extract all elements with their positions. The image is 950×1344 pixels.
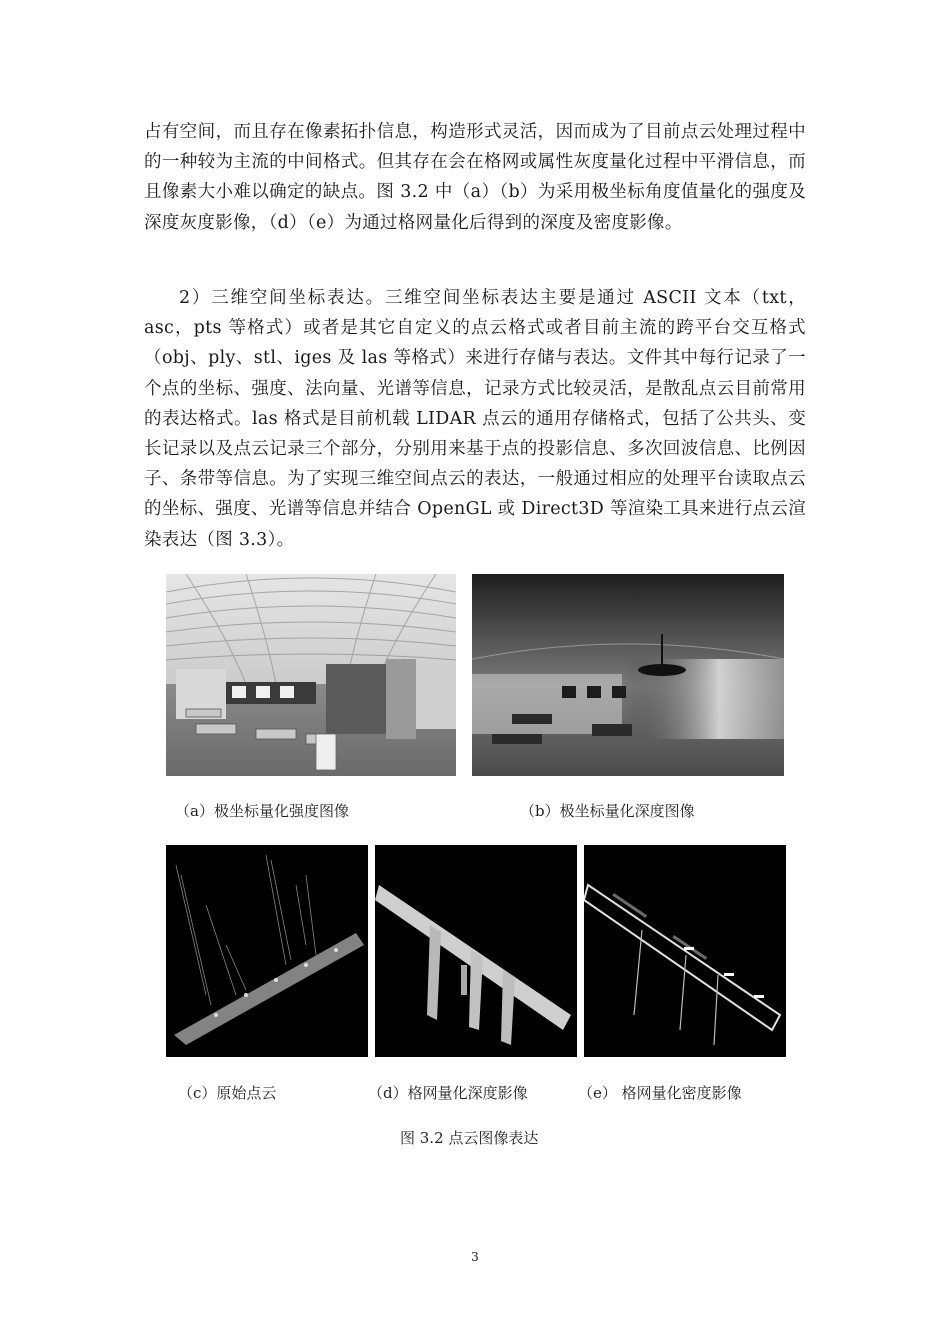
image-polar-depth <box>472 574 784 776</box>
image-grid-density <box>584 845 786 1057</box>
caption-a: （a）极坐标量化强度图像 <box>175 802 349 820</box>
paragraph-1: 占有空间，而且存在像素拓扑信息，构造形式灵活，因而成为了目前点云处理过程中的一种较为主流的中间格式。但其存在会在格网或属性灰度量化过程中平滑信息，而且像素大小难以确定的缺点。图 3.2 中（a）（b）为采用极坐标角度值量化的强度及深度灰度影像，（d）（e）为通过格网量化后得到的深度及密度影像。 <box>144 122 806 233</box>
image-raw-point-cloud <box>166 845 368 1057</box>
caption-b: （b）极坐标量化深度图像 <box>520 802 695 820</box>
figure-title: 图 3.2 点云图像表达 <box>400 1129 539 1147</box>
image-polar-intensity <box>166 574 456 776</box>
caption-e: （e） 格网量化密度影像 <box>578 1084 742 1102</box>
caption-c: （c）原始点云 <box>178 1084 277 1102</box>
image-grid-depth <box>375 845 577 1057</box>
caption-d: （d）格网量化深度影像 <box>368 1084 528 1102</box>
page-number: 3 <box>471 1250 479 1264</box>
paragraph-2: 2）三维空间坐标表达。三维空间坐标表达主要是通过 ASCII 文本（txt，asc，pts 等格式）或者是其它自定义的点云格式或者目前主流的跨平台交互格式（obj、ply、stl、iges 及 las 等格式）来进行存储与表达。文件其中每行记录了一个点的坐标、强度、法向量、光谱等信息，记录方式比较灵活，是散乱点云目前常用的表达格式。las 格式是目前机载 LIDAR 点云的通用存储格式，包括了公共头、变长记录以及点云记录三个部分，分别用来基于点的投影信息、多次回波信息、比例因子、条带等信息。为了实现三维空间点云的表达，一般通过相应的处理平台读取点云的坐标、强度、光谱等信息并结合 OpenGL 或 Direct3D 等渲染工具来进行点云渲染表达（图 3.3）。 <box>144 288 806 550</box>
